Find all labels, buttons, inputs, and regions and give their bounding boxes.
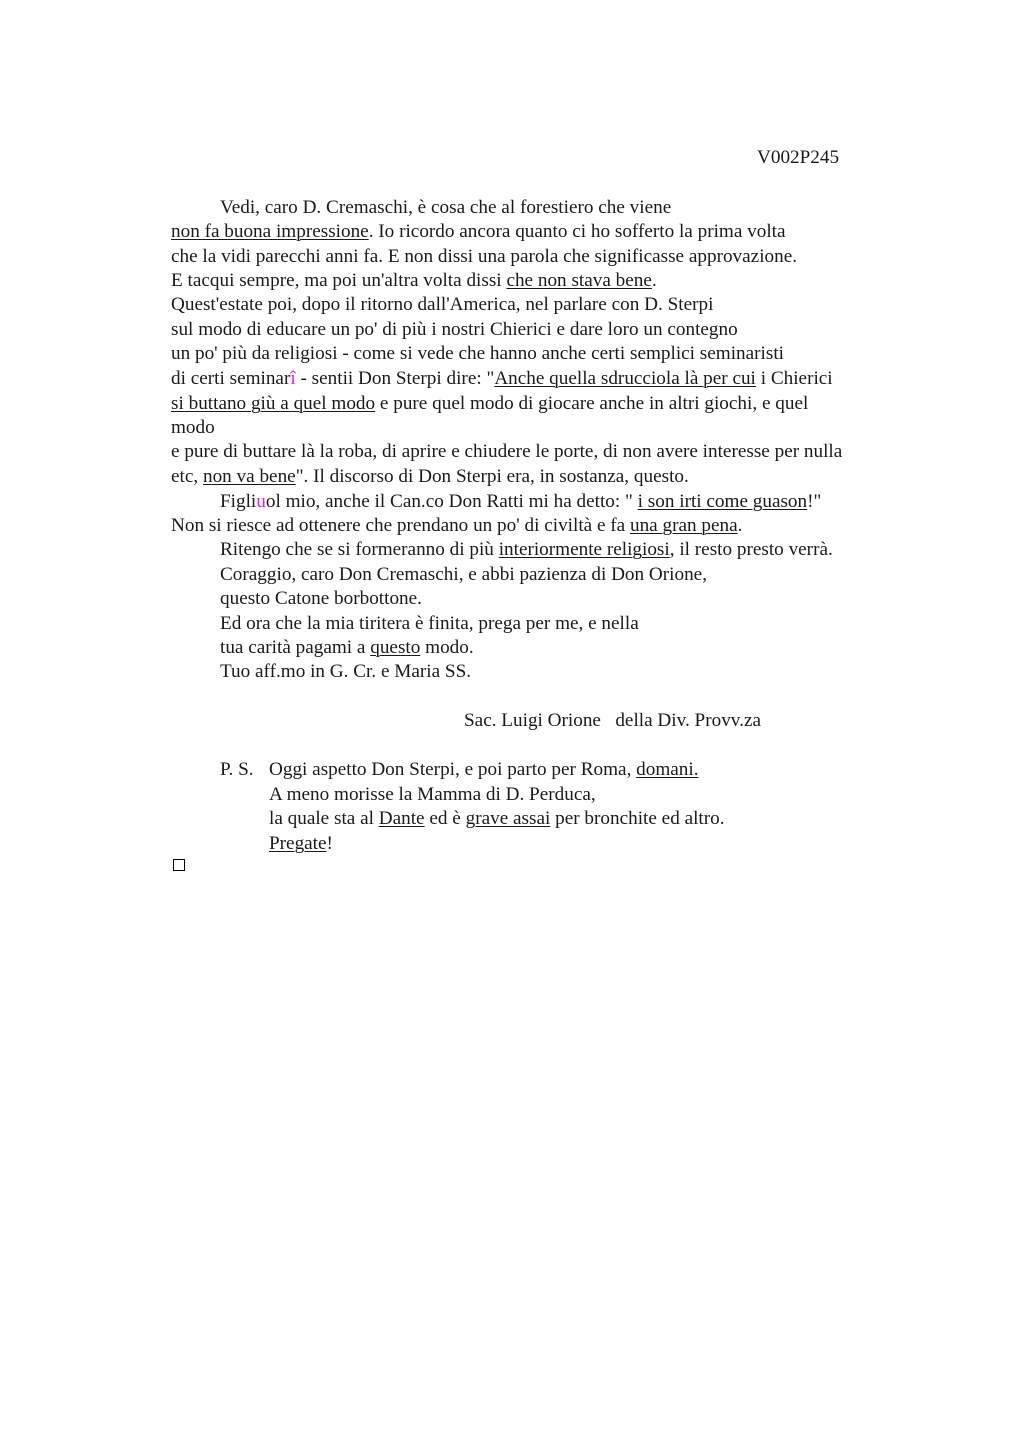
text-line: di certi seminarî - sentii Don Sterpi dire: "Anche quella sdrucciola là per cui i Chierici <box>171 368 833 389</box>
underlined-phrase: non fa buona impressione <box>171 221 369 242</box>
text-line: Ed ora che la mia tiritera è finita, prega per me, e nella <box>220 613 639 634</box>
underlined-phrase: Anche quella sdrucciola là per cui <box>494 368 756 389</box>
ps-line: la quale sta al Dante ed è grave assai per bronchite ed altro. <box>269 808 725 829</box>
text-line: sul modo di educare un po' di più i nostri Chierici e dare loro un contegno <box>171 319 738 340</box>
text-line: si buttano giù a quel modo e pure quel modo di giocare anche in altri giochi, e quel <box>171 393 809 414</box>
text-line: Quest'estate poi, dopo il ritorno dall'America, nel parlare con D. Sterpi <box>171 294 714 315</box>
underlined-phrase: Pregate <box>269 833 327 854</box>
underlined-phrase: grave assai <box>465 808 551 829</box>
closing-line: Tuo aff.mo in G. Cr. e Maria SS. <box>220 661 472 682</box>
signature: Sac. Luigi Orione della Div. Provv.za <box>464 710 761 731</box>
document-id: V002P245 <box>757 147 840 168</box>
text-line: Vedi, caro D. Cremaschi, è cosa che al forestiero che viene <box>220 197 672 218</box>
ps-line: Pregate! <box>269 833 333 854</box>
text-line: tua carità pagami a questo modo. <box>220 637 474 658</box>
text-line: Coraggio, caro Don Cremaschi, e abbi pazienza di Don Orione, <box>220 564 707 585</box>
text-line: Ritengo che se si formeranno di più interiormente religiosi, il resto presto verrà. <box>220 539 833 560</box>
text-line: etc, non va bene". Il discorso di Don Sterpi era, in sostanza, questo. <box>171 466 689 487</box>
underlined-phrase: che non stava bene <box>506 270 652 291</box>
text-line: un po' più da religiosi - come si vede che hanno anche certi semplici seminaristi <box>171 343 785 364</box>
highlighted-char: î <box>290 368 296 389</box>
checkbox-square-icon <box>173 859 185 871</box>
text-line: modo <box>171 417 215 438</box>
underlined-phrase: non va bene <box>202 466 296 487</box>
underlined-phrase: domani. <box>636 759 699 780</box>
underlined-phrase: si buttano giù a quel modo <box>171 393 376 414</box>
underlined-phrase: Dante <box>378 808 425 829</box>
text-line: E tacqui sempre, ma poi un'altra volta dissi che non stava bene. <box>171 270 657 291</box>
highlighted-char: u <box>256 491 266 512</box>
text-line: e pure di buttare là la roba, di aprire e chiudere le porte, di non avere interesse per nulla <box>171 441 843 462</box>
underlined-phrase: questo <box>370 637 421 658</box>
text-line: non fa buona impressione. Io ricordo ancora quanto ci ho sofferto la prima volta <box>171 221 786 242</box>
underlined-phrase: una gran pena <box>629 515 738 536</box>
text-line: Figliuol mio, anche il Can.co Don Ratti mi ha detto: " i son irti come guason!" <box>220 491 822 512</box>
underlined-phrase: i son irti come guason <box>637 491 808 512</box>
ps-line: A meno morisse la Mamma di D. Perduca, <box>269 784 596 805</box>
ps-line: Oggi aspetto Don Sterpi, e poi parto per Roma, domani. <box>269 759 699 780</box>
text-line: che la vidi parecchi anni fa. E non dissi una parola che significasse approvazione. <box>171 246 798 267</box>
text-line: questo Catone borbottone. <box>220 588 422 609</box>
ps-label: P. S. <box>220 759 254 780</box>
underlined-phrase: interiormente religiosi <box>498 539 670 560</box>
text-line: Non si riesce ad ottenere che prendano un po' di civiltà e fa una gran pena. <box>171 515 743 536</box>
